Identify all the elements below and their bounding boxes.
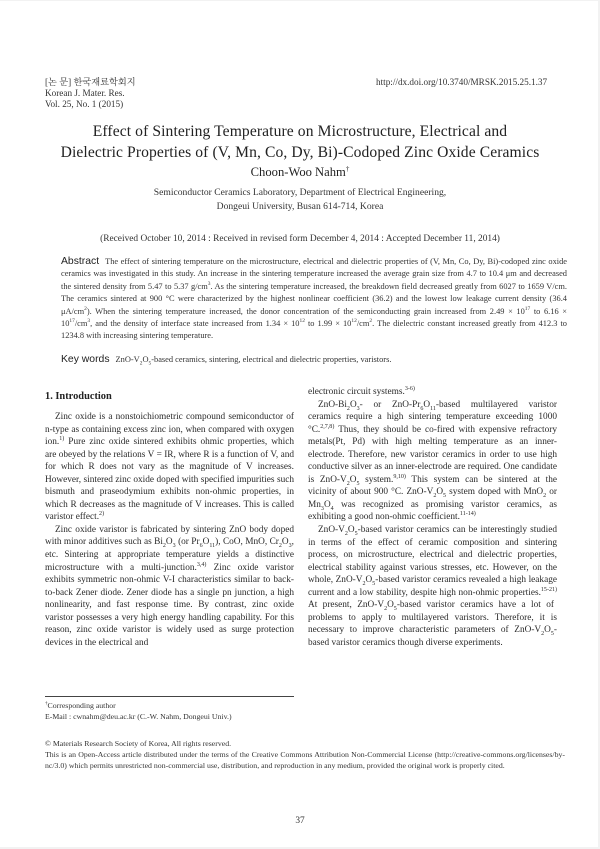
body-text: system doped with MnO xyxy=(446,487,544,498)
journal-english-name: Korean J. Mater. Res. xyxy=(45,88,125,98)
paragraph xyxy=(45,411,294,524)
superscript: 2 xyxy=(84,305,87,312)
subscript: 5 xyxy=(354,530,358,537)
copyright-notice xyxy=(45,738,565,771)
superscript: 17 xyxy=(69,318,75,325)
journal-korean-name: [논 문] 한국재료학회지 xyxy=(45,77,136,87)
body-text: -based multilayered varistor ceramics require a high sintering temperature exceeding 1000 °C. xyxy=(308,399,557,435)
citation-ref: 2) xyxy=(99,511,105,518)
body-text: O xyxy=(365,575,373,586)
body-text: , etc. Sintering at appropriate temperature yields a distinctive microstructure with a multi-junction. xyxy=(45,537,294,573)
keywords-text: ZnO-V xyxy=(115,355,140,364)
citation-ref: 2,7,8) xyxy=(320,423,335,430)
citation-ref: 3,4) xyxy=(196,561,207,568)
author xyxy=(0,165,600,180)
body-text: (or Pr xyxy=(175,537,200,548)
superscript: 3 xyxy=(207,281,211,288)
subscript: 4 xyxy=(330,505,334,512)
body-text: ZnO-Bi xyxy=(318,399,347,410)
abstract-text: /cm xyxy=(74,319,88,329)
citation-ref: 11-14) xyxy=(459,511,476,518)
superscript: 17 xyxy=(524,305,531,312)
subscript: 5 xyxy=(550,631,554,638)
citation-ref: 3-6) xyxy=(404,385,415,392)
body-text: O xyxy=(436,487,444,498)
footnote-text: Corresponding author xyxy=(47,701,116,710)
received-dates: (Received October 10, 2014 : Received in revised form December 4, 2014 : Accepted December 11, 2014) xyxy=(100,234,500,244)
paper-title xyxy=(30,121,570,163)
subscript: 5 xyxy=(372,581,376,588)
journal-header xyxy=(45,77,136,110)
affiliation-line-1: Semiconductor Ceramics Laboratory, Department of Electrical Engineering, xyxy=(153,187,447,198)
right-column xyxy=(308,386,557,649)
superscript: 2 xyxy=(369,318,373,325)
abstract-text: . The dielectric constant increased greatly from 412.3 to 1234.8 with increasing sintering temperature. xyxy=(61,319,567,341)
left-column xyxy=(45,411,294,649)
license-text: This is an Open-Access article distributed under the terms of the Creative Commons Attribution Non-Commercial License (http://creative-commons.org/licenses/by-nc/3.0) which permits unrestricted non-commercial use, distribution, and reproduction in any medium, provided the original work is properly cited. xyxy=(45,750,565,770)
superscript: 12 xyxy=(299,318,305,325)
subscript: 2 xyxy=(346,405,350,412)
body-text: Zinc oxide varistor exhibits symmetric non-ohmic V-I characteristics similar to back-to-back Zener diode. Zener diode has a single pn junction, a high nonlinearity, and fast response time. By contrast, zinc oxide varistor possesses a very high energy handling capability. For this reason, zinc oxide varistor is widely used as surge protection devices in the electrical and xyxy=(45,562,294,648)
body-text: O xyxy=(349,399,357,410)
abstract-text: The effect of sintering temperature on the microstructure, electrical and dielectric properties of (V, Mn, Co, Dy, Bi)-codoped zinc oxide ceramics was investigated in this study. An increase in the sintering temperature increased the average grain size from 4.7 to 10.4 μm and decreased the sintered density from 5.47 to 5.37 g/cm xyxy=(61,257,567,291)
citation-ref: 15-21) xyxy=(540,586,557,593)
subscript: 2 xyxy=(139,360,143,367)
paragraph xyxy=(308,386,557,399)
body-text: -based varistor ceramics can be interestingly studied in terms of the effect of ceramic composition and sintering process, on microstructure, electrical and dielectric properties, electrical stability against various stresses, etc. However, on the whole, ZnO-V xyxy=(308,525,557,586)
body-text: Zinc oxide varistor is fabricated by sintering ZnO body doped with minor additives such as Bi xyxy=(45,524,294,548)
body-text: O xyxy=(544,625,551,636)
body-text: -based varistor ceramics though diverse experiments. xyxy=(308,625,557,648)
subscript: 2 xyxy=(344,530,348,537)
body-text: Thus, they should be co-fired with expensive refractory metals(Pt, Pd) with high melting temperature as an inner-electrode. Therefore, new varistor ceramics in order to use high conductive silver as an inner-electrode are required. One candidate is ZnO-V xyxy=(308,424,557,485)
body-text: O xyxy=(323,499,331,510)
affiliation-line-2: Dongeui University, Busan 614-714, Korea xyxy=(216,201,384,212)
dagger-mark: † xyxy=(45,700,48,707)
body-text: O xyxy=(347,525,355,536)
abstract-text: ). When the sintering temperature increased, the donor concentration of the semiconducting grain increased from 2.49 × 10 xyxy=(86,306,525,316)
paper-page xyxy=(0,1,598,847)
title-line-2: Dielectric Properties of (V, Mn, Co, Dy, Bi)-Codoped Zinc Oxide Ceramics xyxy=(60,144,540,161)
superscript: 12 xyxy=(351,318,357,325)
body-text: O xyxy=(387,600,394,611)
copyright-line: © Materials Research Society of Korea, All rights reserved. xyxy=(45,739,232,748)
keywords xyxy=(61,354,567,365)
body-text: or Mn xyxy=(308,487,557,510)
subscript: 2 xyxy=(541,631,545,638)
subscript: 5 xyxy=(443,493,447,500)
subscript: 2 xyxy=(162,543,166,550)
page-number: 37 xyxy=(295,816,305,826)
body-text: ), CoO, MnO, Cr xyxy=(215,537,279,548)
dagger-mark: † xyxy=(345,164,350,173)
body-text: O xyxy=(349,474,357,485)
author-name: Choon-Woo Nahm xyxy=(250,165,346,179)
subscript: 3 xyxy=(172,543,176,550)
subscript: 5 xyxy=(393,606,397,613)
subscript: 11 xyxy=(209,543,216,550)
body-text: -based varistor ceramics revealed a high leakage current and a low stability, despite high non-ohmic properties. xyxy=(308,575,557,598)
body-text: O xyxy=(165,537,173,548)
abstract-text: /cm xyxy=(356,319,370,329)
body-text: electronic circuit systems. xyxy=(308,387,405,397)
title-line-1: Effect of Sintering Temperature on Microstructure, Electrical and xyxy=(92,123,508,140)
subscript: 5 xyxy=(356,480,360,487)
subscript: 3 xyxy=(288,543,292,550)
body-text: Zinc oxide is a nonstoichiometric compound semiconductor of n-type as containing excess zinc ion, when compared with oxygen ion. xyxy=(45,412,294,448)
paragraph xyxy=(308,399,557,524)
subscript: 2 xyxy=(433,493,437,500)
keywords-label: Key words xyxy=(61,354,110,365)
body-text: ZnO-V xyxy=(318,525,345,536)
doi-link[interactable]: http://dx.doi.org/10.3740/MRSK.2015.25.1.37 xyxy=(376,77,548,87)
subscript: 2 xyxy=(384,606,388,613)
body-text: O xyxy=(281,537,289,548)
footnote-divider xyxy=(45,696,294,697)
citation-ref: 9,10) xyxy=(393,473,406,480)
subscript: 2 xyxy=(346,480,350,487)
section-heading-introduction: 1. Introduction xyxy=(45,391,112,402)
body-text: Pure zinc oxide sintered exhibits ohmic properties, which are obeyed by the relations V = IR, where R is a function of V, and for which R does not vary as the magnitude of V increases. However, sintered zinc oxide doped with specified impurities such bismuth and praseodymium exhibits non-ohmic properties, in which R decreases as the magnitude of V increases. This is called varistor effect. xyxy=(45,437,294,523)
subscript: 6 xyxy=(420,405,424,412)
body-text: O xyxy=(423,399,431,410)
subscript: 2 xyxy=(278,543,282,550)
superscript: 3 xyxy=(87,318,91,325)
subscript: 2 xyxy=(543,493,547,500)
body-text: - or ZnO-Pr xyxy=(359,399,421,410)
subscript: 11 xyxy=(430,405,436,412)
subscript: 2 xyxy=(362,581,366,588)
paragraph xyxy=(308,524,557,649)
body-text: -based varistor ceramics have a lot of problems to apply to multilayered varistors. Therefore, it is necessary to improve characteristic parameters of ZnO-V xyxy=(308,600,557,636)
footnote xyxy=(45,700,232,722)
body-text: O xyxy=(202,537,210,548)
abstract xyxy=(61,256,567,343)
abstract-text: to 1.99 × 10 xyxy=(304,319,352,329)
abstract-text: , and the density of interface state increased from 1.34 × 10 xyxy=(90,319,300,329)
keywords-text: O xyxy=(142,355,149,364)
affiliation xyxy=(0,186,600,214)
abstract-label: Abstract xyxy=(61,256,100,267)
body-text: was recognized as promising varistor ceramics, as exhibiting a good non-ohmic coefficient. xyxy=(308,499,557,523)
subscript: 3 xyxy=(320,505,324,512)
corresponding-author-note xyxy=(45,700,232,711)
body-text: At present, ZnO-V xyxy=(308,600,385,611)
abstract-text: . As the sintering temperature increased, the breakdown field decreased greatly from 6027 to 1659 V/cm. The ceramics sintered at 900 °C were characterized by the highest nonlinear coefficient (36.2) and the lowest low leakage current density (36.4 μA/cm xyxy=(61,281,567,316)
body-text: This system can be sintered at the vicinity of about 900 °C. ZnO-V xyxy=(308,474,557,498)
subscript: 5 xyxy=(148,360,152,367)
subscript: 6 xyxy=(199,543,203,550)
keywords-text: -based ceramics, sintering, electrical and dielectric properties, varistors. xyxy=(151,355,392,364)
body-text: system. xyxy=(359,474,394,485)
author-email: E-Mail : cwnahm@deu.ac.kr (C.-W. Nahm, Dongeui Univ.) xyxy=(45,712,232,721)
subscript: 3 xyxy=(356,405,360,412)
citation-ref: 1) xyxy=(59,436,65,442)
paragraph xyxy=(45,524,294,649)
journal-volume: Vol. 25, No. 1 (2015) xyxy=(45,99,124,109)
abstract-text: to 6.16 × 10 xyxy=(61,306,567,329)
